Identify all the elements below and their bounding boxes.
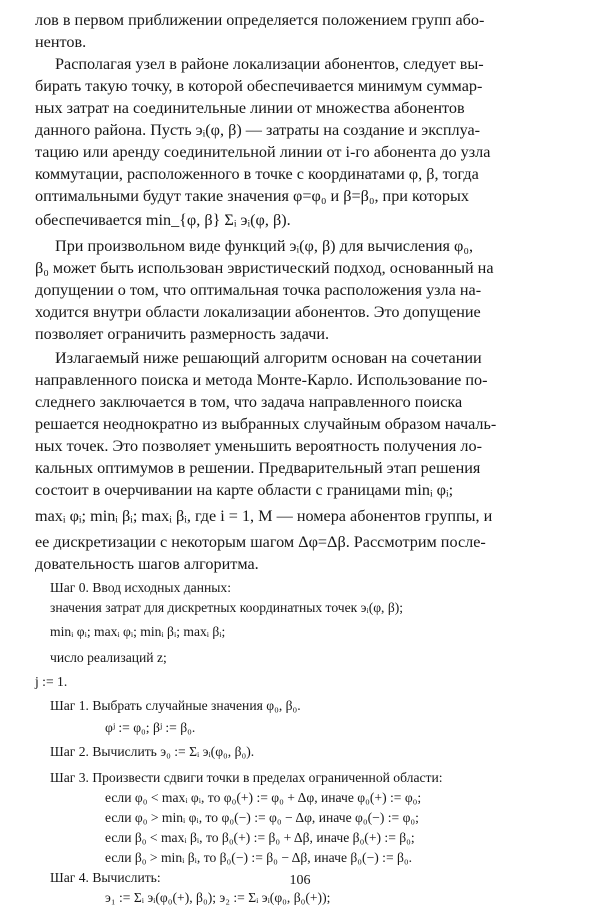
line-text: допущении о том, что оптимальная точка расположения узла на- — [35, 281, 482, 299]
line-text: Шаг 3. Произвести сдвиги точки в пределах ограниченной области: — [50, 770, 443, 785]
text-line — [0, 478, 600, 502]
text-line — [0, 368, 600, 392]
line-text: minᵢ φᵢ; maxᵢ φᵢ; minᵢ βᵢ; maxᵢ βᵢ; — [50, 624, 226, 639]
line-text: число реализаций z; — [50, 650, 167, 665]
text-line — [0, 322, 600, 346]
line-text: э₁ := Σᵢ эᵢ(φ₀(+), β₀); э₂ := Σᵢ эᵢ(φ₀, β₀(+)); — [105, 890, 331, 905]
line-text: тацию или аренду соединительной линии от i-го абонента до узла — [35, 143, 491, 161]
line-text: если β₀ < maxᵢ βᵢ, то β₀(+) := β₀ + Δβ, иначе β₀(+) := β₀; — [105, 830, 415, 845]
text-line — [0, 234, 600, 258]
line-text: обеспечивается min_{φ, β} Σᵢ эᵢ(φ, β). — [35, 211, 291, 229]
text-line — [0, 390, 600, 414]
line-text: если φ₀ > minᵢ φᵢ, то φ₀(−) := φ₀ − Δφ, иначе φ₀(−) := φ₀; — [105, 810, 419, 825]
line-text: φʲ := φ₀; βʲ := β₀. — [105, 720, 196, 735]
algo-line — [0, 888, 600, 908]
line-text: Шаг 2. Вычислить э₀ := Σᵢ эᵢ(φ₀, β₀). — [50, 744, 255, 759]
line-text: довательность шагов алгоритма. — [35, 555, 259, 573]
line-text: оптимальными будут такие значения φ=φ₀ и β=β₀, при которых — [35, 187, 469, 205]
line-text: данного района. Пусть эᵢ(φ, β) — затраты на создание и эксплуа- — [35, 121, 481, 139]
line-text: ных затрат на соединительные линии от множества абонентов — [35, 99, 465, 117]
algo-line — [0, 808, 600, 828]
line-text: ее дискретизации с некоторым шагом Δφ=Δβ. Рассмотрим после- — [35, 533, 486, 551]
line-text: следнего заключается в том, что задача направленного поиска — [35, 393, 463, 411]
line-text: решается неоднократно из выбранных случайным образом началь- — [35, 415, 497, 433]
text-line — [0, 412, 600, 436]
line-text: кальных оптимумов в решении. Предварительный этап решения — [35, 459, 481, 477]
text-line — [0, 552, 600, 576]
text-line — [0, 530, 600, 554]
algo-line — [0, 742, 600, 762]
algo-line — [0, 828, 600, 848]
line-text: коммутации, расположенного в точке с координатами φ, β, тогда — [35, 165, 479, 183]
text-line — [0, 504, 600, 528]
text-line — [0, 74, 600, 98]
line-text: состоит в очерчивании на карте области с границами minᵢ φᵢ; — [35, 481, 454, 499]
text-line — [0, 52, 600, 76]
line-text: если φ₀ < maxᵢ φᵢ, то φ₀(+) := φ₀ + Δφ, иначе φ₀(+) := φ₀; — [105, 790, 422, 805]
text-line — [0, 184, 600, 208]
text-line — [0, 118, 600, 142]
line-text: Шаг 1. Выбрать случайные значения φ₀, β₀. — [50, 698, 301, 713]
line-text: ных точек. Это позволяет уменьшить вероятность получения ло- — [35, 437, 482, 455]
text-line — [0, 256, 600, 280]
text-line — [0, 300, 600, 324]
algo-line — [0, 648, 600, 668]
line-text: значения затрат для дискретных координатных точек эᵢ(φ, β); — [50, 600, 404, 615]
algo-line — [0, 578, 600, 598]
page-number: 106 — [289, 873, 311, 888]
line-text: β₀ может быть использован эвристический подход, основанный на — [35, 259, 494, 277]
text-line — [0, 278, 600, 302]
line-text: если β₀ > minᵢ βᵢ, то β₀(−) := β₀ − Δβ, иначе β₀(−) := β₀. — [105, 850, 413, 865]
line-text: maxᵢ φᵢ; minᵢ βᵢ; maxᵢ βᵢ, где i = 1, M — номера абонентов группы, и — [35, 507, 493, 525]
line-text: позволяет ограничить размерность задачи. — [35, 325, 330, 343]
line-text: направленного поиска и метода Монте-Карло. Использование по- — [35, 371, 488, 389]
algo-line — [0, 622, 600, 642]
line-text: j := 1. — [35, 674, 68, 689]
line-text: Излагаемый ниже решающий алгоритм основан на сочетании — [55, 349, 482, 367]
text-line — [0, 208, 600, 232]
text-line — [0, 162, 600, 186]
algo-line — [0, 696, 600, 716]
algo-line — [0, 768, 600, 788]
line-text: Шаг 0. Ввод исходных данных: — [50, 580, 231, 595]
line-text: Шаг 4. Вычислить: — [50, 870, 161, 885]
text-line — [0, 30, 600, 54]
line-text: ходится внутри области локализации абонентов. Это допущение — [35, 303, 481, 321]
text-line — [0, 346, 600, 370]
text-line — [0, 140, 600, 164]
text-line — [0, 96, 600, 120]
text-line — [0, 434, 600, 458]
algo-line — [0, 848, 600, 868]
algo-line — [0, 718, 600, 738]
text-line — [0, 456, 600, 480]
algo-line — [0, 788, 600, 808]
text-line — [0, 8, 600, 32]
line-text: нентов. — [35, 33, 87, 51]
line-text: При произвольном виде функций эᵢ(φ, β) для вычисления φ₀, — [55, 237, 474, 255]
line-text: лов в первом приближении определяется положением групп або- — [35, 11, 485, 29]
line-text: бирать такую точку, в которой обеспечивается минимум суммар- — [35, 77, 483, 95]
algo-line — [0, 598, 600, 618]
algo-line — [0, 672, 600, 692]
line-text: Располагая узел в районе локализации абонентов, следует вы- — [55, 55, 484, 73]
